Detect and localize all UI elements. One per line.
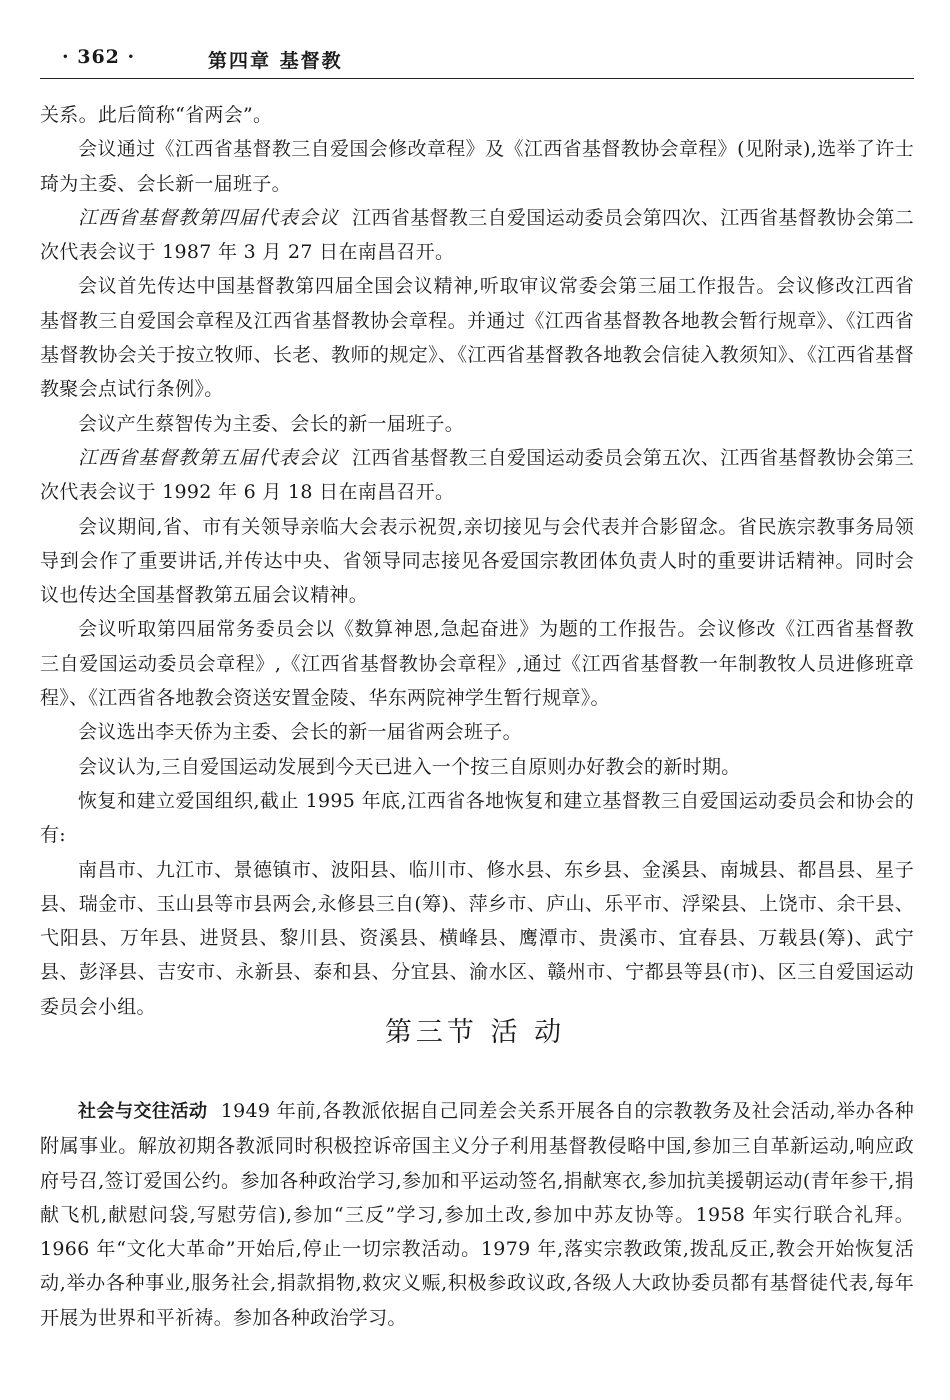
paragraph-lead: 江西省基督教第四届代表会议 xyxy=(78,206,340,229)
page-number: · 362 · xyxy=(62,46,136,68)
chapter-title: 第四章 基督教 xyxy=(208,50,343,72)
paragraph: 江西省基督教第四届代表会议 江西省基督教三自爱国运动委员会第四次、江西省基督教协会第二次代表会议于 1987 年 3 月 27 日在南昌召开。 xyxy=(40,206,914,264)
body-text xyxy=(40,98,914,1024)
paragraph: 会议期间,省、市有关领导亲临大会表示祝贺,亲切接见与会代表并合影留念。省民族宗教事务局领导到会作了重要讲话,并传达中央、省领导同志接见各爱国宗教团体负责人时的重要讲话精神。同时会议也传达全国基督教第五届会议精神。 xyxy=(40,515,914,607)
paragraph: 会议产生蔡智传为主委、会长的新一届班子。 xyxy=(78,412,465,435)
paragraph: 会议听取第四届常务委员会以《数算神恩,急起奋进》为题的工作报告。会议修改《江西省基督教三自爱国运动委员会章程》,《江西省基督教协会章程》,通过《江西省基督教一年制教牧人员进修班章程》、《江西省各地教会资送安置金陵、华东两院神学生暂行规章》。 xyxy=(40,618,914,710)
section-title: 第三节 活 动 xyxy=(384,1017,566,1048)
paragraph: 会议通过《江西省基督教三自爱国会修改章程》及《江西省基督教协会章程》(见附录),选举了许士琦为主委、会长新一届班子。 xyxy=(40,138,914,195)
paragraph-lead: 社会与交往活动 xyxy=(78,1101,208,1122)
section-body xyxy=(40,1094,914,1335)
paragraph: 社会与交往活动 1949 年前,各教派依据自己同差会关系开展各自的宗教教务及社会活动,举办各种附属事业。解放初期各教派同时积极控诉帝国主义分子利用基督教侵略中国,参加三自革新运动,响应政府号召,签订爱国公约。参加各种政治学习,参加和平运动签名,捐献寒衣,参加抗美援朝运动(青年参干,捐献飞机,献慰问袋,写慰劳信),参加“三反”学习,参加土改,参加中苏友协等。1958 年实行联合礼拜。1966 年“文化大革命”开始后,停止一切宗教活动。1979 年,落实宗教政策,拨乱反正,教会开始恢复活动,举办各种事业,服务社会,捐款捐物,救灾义赈,积极参政议政,各级人大政协委员都有基督徒代表,每年开展为世界和平祈祷。参加各种政治学习。 xyxy=(40,1100,914,1329)
paragraph: 会议认为,三自爱国运动发展到今天已进入一个按三自原则办好教会的新时期。 xyxy=(78,755,741,778)
paragraph-lead: 江西省基督教第五届代表会议 xyxy=(78,446,340,469)
paragraph: 江西省基督教第五届代表会议 江西省基督教三自爱国运动委员会第五次、江西省基督教协会第三次代表会议于 1992 年 6 月 18 日在南昌召开。 xyxy=(40,446,914,504)
paragraph: 会议选出李天侨为主委、会长的新一届省两会班子。 xyxy=(78,721,522,744)
running-header xyxy=(40,44,914,79)
paragraph: 南昌市、九江市、景德镇市、波阳县、临川市、修水县、东乡县、金溪县、南城县、都昌县、星子县、瑞金市、玉山县等市县两会,永修县三自(筹)、萍乡市、庐山、乐平市、浮梁县、上饶市、余干县、弋阳县、万年县、进贤县、黎川县、资溪县、横峰县、鹰潭市、贵溪市、宜春县、万载县(筹)、武宁县、彭泽县、吉安市、永新县、泰和县、分宜县、渝水区、赣州市、宁都县等县(市)、区三自爱国运动委员会小组。 xyxy=(40,858,914,1018)
paragraph: 关系。此后简称“省两会”。 xyxy=(40,104,273,126)
paragraph: 会议首先传达中国基督教第四届全国会议精神,听取审议常委会第三届工作报告。会议修改江西省基督教三自爱国会章程及江西省基督教协会章程。并通过《江西省基督教各地教会暂行规章》、《江西省基督教协会关于按立牧师、长老、教师的规定》、《江西省基督教各地教会信徒入教须知》、《江西省基督教聚会点试行条例》。 xyxy=(40,275,914,401)
paragraph: 恢复和建立爱国组织,截止 1995 年底,江西省各地恢复和建立基督教三自爱国运动委员会和协会的有: xyxy=(40,789,914,847)
